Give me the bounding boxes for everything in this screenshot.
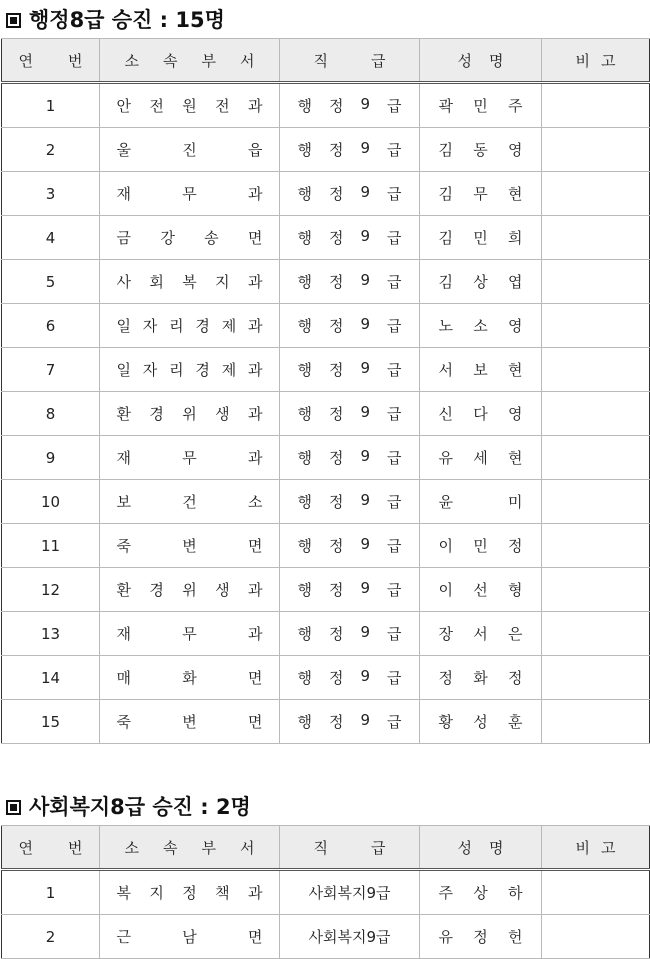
section-title-admin (6, 4, 225, 34)
section-title-welfare (6, 791, 251, 821)
column-header-rank: 직 급 (280, 39, 420, 83)
cell-no: 1 (2, 83, 100, 128)
table-row (2, 83, 650, 128)
table-body (2, 83, 650, 744)
column-header-name: 성 명 (420, 39, 542, 83)
cell-note (542, 128, 650, 172)
cell-dept: 환 경 위 생 과 (100, 568, 280, 612)
cell-note (542, 524, 650, 568)
cell-no: 9 (2, 436, 100, 480)
cell-name: 곽 민 주 (420, 83, 542, 128)
cell-no: 6 (2, 304, 100, 348)
cell-no: 4 (2, 216, 100, 260)
cell-rank: 행 정 9 급 (280, 304, 420, 348)
cell-name: 김 무 현 (420, 172, 542, 216)
cell-dept: 매 화 면 (100, 656, 280, 700)
column-header-no: 연 번 (2, 39, 100, 83)
cell-rank: 행 정 9 급 (280, 392, 420, 436)
table-row (2, 348, 650, 392)
square-bullet-icon (6, 800, 21, 815)
table-body (2, 870, 650, 959)
table-header-row (2, 826, 650, 870)
cell-dept: 재 무 과 (100, 612, 280, 656)
promotion-table-admin (1, 38, 650, 744)
cell-note (542, 656, 650, 700)
cell-dept: 사 회 복 지 과 (100, 260, 280, 304)
cell-rank: 행 정 9 급 (280, 700, 420, 744)
column-header-note: 비 고 (542, 826, 650, 870)
cell-name: 주 상 하 (420, 870, 542, 915)
cell-name: 이 선 형 (420, 568, 542, 612)
cell-rank: 사회복지9급 (280, 915, 420, 959)
cell-rank: 행 정 9 급 (280, 216, 420, 260)
cell-no: 14 (2, 656, 100, 700)
cell-name: 김 민 희 (420, 216, 542, 260)
table-row (2, 656, 650, 700)
cell-rank: 행 정 9 급 (280, 524, 420, 568)
cell-name: 정 화 정 (420, 656, 542, 700)
cell-no: 5 (2, 260, 100, 304)
cell-name: 유 세 현 (420, 436, 542, 480)
cell-name: 서 보 현 (420, 348, 542, 392)
cell-no: 7 (2, 348, 100, 392)
cell-rank: 사회복지9급 (280, 870, 420, 915)
cell-rank: 행 정 9 급 (280, 480, 420, 524)
cell-note (542, 304, 650, 348)
cell-dept: 안 전 원 전 과 (100, 83, 280, 128)
column-header-note: 비 고 (542, 39, 650, 83)
column-header-no: 연 번 (2, 826, 100, 870)
cell-dept: 죽 변 면 (100, 700, 280, 744)
cell-name: 이 민 정 (420, 524, 542, 568)
cell-note (542, 436, 650, 480)
cell-dept: 울 진 읍 (100, 128, 280, 172)
cell-name: 신 다 영 (420, 392, 542, 436)
table-row (2, 524, 650, 568)
cell-note (542, 915, 650, 959)
cell-name: 김 상 엽 (420, 260, 542, 304)
table-row (2, 915, 650, 959)
cell-note (542, 216, 650, 260)
cell-no: 8 (2, 392, 100, 436)
cell-dept: 환 경 위 생 과 (100, 392, 280, 436)
cell-no: 13 (2, 612, 100, 656)
cell-rank: 행 정 9 급 (280, 83, 420, 128)
column-header-dept: 소 속 부 서 (100, 826, 280, 870)
cell-note (542, 480, 650, 524)
cell-name: 황 성 훈 (420, 700, 542, 744)
cell-name: 유 정 헌 (420, 915, 542, 959)
table-row (2, 304, 650, 348)
cell-dept: 죽 변 면 (100, 524, 280, 568)
table-row (2, 612, 650, 656)
cell-note (542, 392, 650, 436)
cell-rank: 행 정 9 급 (280, 568, 420, 612)
column-header-name: 성 명 (420, 826, 542, 870)
cell-rank: 행 정 9 급 (280, 436, 420, 480)
cell-rank: 행 정 9 급 (280, 656, 420, 700)
cell-rank: 행 정 9 급 (280, 260, 420, 304)
cell-name: 장 서 은 (420, 612, 542, 656)
table-row (2, 436, 650, 480)
cell-name: 윤 미 (420, 480, 542, 524)
cell-rank: 행 정 9 급 (280, 348, 420, 392)
cell-dept: 재 무 과 (100, 436, 280, 480)
cell-no: 11 (2, 524, 100, 568)
table-row (2, 480, 650, 524)
cell-no: 2 (2, 128, 100, 172)
cell-no: 12 (2, 568, 100, 612)
cell-no: 1 (2, 870, 100, 915)
cell-dept: 일 자 리 경 제 과 (100, 348, 280, 392)
cell-note (542, 612, 650, 656)
cell-dept: 보 건 소 (100, 480, 280, 524)
column-header-rank: 직 급 (280, 826, 420, 870)
cell-name: 노 소 영 (420, 304, 542, 348)
cell-note (542, 870, 650, 915)
cell-no: 3 (2, 172, 100, 216)
table-row (2, 700, 650, 744)
cell-note (542, 700, 650, 744)
table-row (2, 870, 650, 915)
section-title-text: 행정8급 승진 : 15명 (29, 8, 225, 32)
table-row (2, 172, 650, 216)
cell-no: 15 (2, 700, 100, 744)
table-row (2, 392, 650, 436)
cell-dept: 일 자 리 경 제 과 (100, 304, 280, 348)
cell-no: 10 (2, 480, 100, 524)
table-row (2, 568, 650, 612)
cell-dept: 재 무 과 (100, 172, 280, 216)
cell-name: 김 동 영 (420, 128, 542, 172)
promotion-table-welfare (1, 825, 650, 959)
cell-note (542, 83, 650, 128)
cell-dept: 금 강 송 면 (100, 216, 280, 260)
cell-no: 2 (2, 915, 100, 959)
table-row (2, 216, 650, 260)
column-header-dept: 소 속 부 서 (100, 39, 280, 83)
cell-rank: 행 정 9 급 (280, 128, 420, 172)
section-title-text: 사회복지8급 승진 : 2명 (29, 795, 251, 819)
table-header-row (2, 39, 650, 83)
square-bullet-icon (6, 13, 21, 28)
cell-note (542, 348, 650, 392)
cell-note (542, 172, 650, 216)
cell-dept: 복 지 정 책 과 (100, 870, 280, 915)
cell-rank: 행 정 9 급 (280, 612, 420, 656)
table-row (2, 128, 650, 172)
cell-note (542, 568, 650, 612)
table-row (2, 260, 650, 304)
cell-note (542, 260, 650, 304)
cell-dept: 근 남 면 (100, 915, 280, 959)
cell-rank: 행 정 9 급 (280, 172, 420, 216)
